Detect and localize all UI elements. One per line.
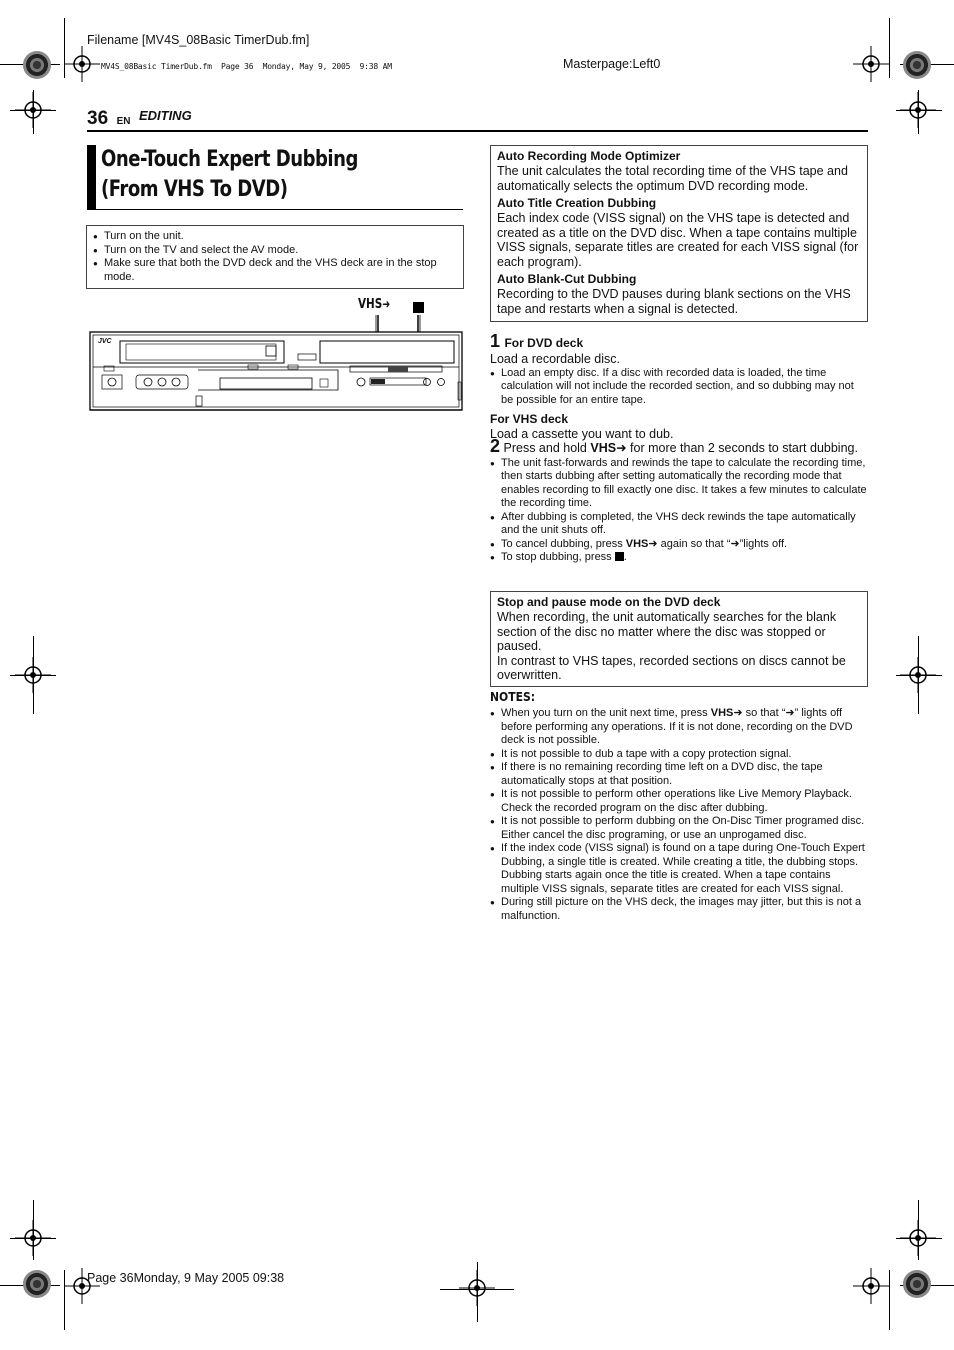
preparation-box [86,225,464,289]
box-text: In contrast to VHS tapes, recorded sections on discs cannot be overwritten. [497,653,846,682]
list-item: ● To cancel dubbing, press VHS➜ again so that “➜”lights off. [490,538,868,552]
vhs-deck-text: Load a cassette you want to dub. [490,427,674,441]
list-item: ● It is not possible to perform other operations like Live Memory Playback. Check the recorded program on the disc after dubbing. [490,788,868,815]
dvd-vhs-recorder-illustration [88,312,465,414]
preparation-list [93,230,457,284]
notes-section [490,690,868,923]
color-target-icon [23,1270,51,1298]
list-item: ● When you turn on the unit next time, press VHS➜ so that “➜” lights off before performing any operations. If it is not done, recording on the DVD deck is not possible. [490,707,868,748]
notes-list [490,707,868,923]
stop-pause-box [490,591,868,687]
feature-text: Recording to the DVD pauses during blank sections on the VHS tape and restarts when a signal is detected. [497,287,851,316]
title-line-2: (From VHS To DVD) [101,177,288,202]
feature-text: Each index code (VISS signal) on the VHS tape is detected and created as a title on the DVD disc. When a tape contains multiple VISS signals, separate titles are created for each VISS signal (for each program). [497,211,859,269]
feature-text: The unit calculates the total recording time of the VHS tape and automatically selects the optimum DVD recording mode. [497,164,848,193]
title-line-1: One-Touch Expert Dubbing [101,147,358,172]
list-item: ● If there is no remaining recording time left on a DVD disc, the tape automatically stops at that position. [490,761,868,788]
box-heading: Stop and pause mode on the DVD deck [497,595,721,609]
step-number: 2 [490,436,501,456]
page-number: 36 [87,108,109,129]
dvd-deck-notes [490,367,868,408]
filename-label: Filename [MV4S_08Basic TimerDub.fm] [87,33,310,47]
list-item: ● After dubbing is completed, the VHS deck rewinds the tape automatically and the unit shuts off. [490,511,868,538]
dvd-deck-text: Load a recordable disc. [490,352,620,366]
language-code: EN [116,116,131,127]
header-rule [87,130,868,132]
step-1 [490,331,868,442]
dubbing-arrow-icon: ➜ [730,537,740,550]
dubbing-arrow-icon: ➜ [785,707,795,719]
step-2-notes [490,457,868,565]
vhs-button-label: VHS➜ [358,297,391,312]
dubbing-arrow-icon: ➜ [648,537,658,550]
list-item: ● The unit fast-forwards and rewinds the tape to calculate the recording time, then starts dubbing after setting automatically the recording mode that enables recording to fill exactly one disc. It takes a few minutes to calculate the recording time. [490,457,868,511]
step-2 [490,436,868,565]
feature-heading: Auto Recording Mode Optimizer [497,149,681,163]
registration-mark-icon [900,92,936,128]
registration-mark-icon [15,657,51,693]
list-item: ● It is not possible to perform dubbing on the On-Disc Timer programed disc. Either cancel the disc programing, or use an unprogamed disc. [490,815,868,842]
registration-mark-icon [64,46,100,82]
list-item: ● During still picture on the VHS deck, the images may jitter, but this is not a malfunction. [490,896,868,923]
list-item: ● It is not possible to dub a tape with a copy protection signal. [490,748,868,762]
feature-heading: Auto Title Creation Dubbing [497,196,657,210]
box-text: When recording, the unit automatically searches for the blank section of the disc no matter where the disc was stopped or paused. [497,610,837,653]
dubbing-arrow-icon: ➜ [616,441,627,455]
title-rule [87,209,463,210]
registration-mark-icon [900,657,936,693]
list-item: ● Make sure that both the DVD deck and the VHS deck are in the stop mode. [93,257,457,284]
page-title [101,145,358,205]
section-label: EDITING [138,108,192,123]
list-item: ● Load an empty disc. If a disc with recorded data is loaded, the time calculation will not include the recorded section, and so dubbing may not be possible for an entire tape. [490,367,868,408]
color-target-icon [903,1270,931,1298]
print-stamp: MV4S_08Basic TimerDub.fm Page 36 Monday, May 9, 2005 9:38 AM [101,62,392,71]
dubbing-arrow-icon: ➜ [382,297,391,311]
registration-mark-icon [15,92,51,128]
title-bar [87,145,96,210]
stop-icon [615,552,624,561]
feature-heading: Auto Blank-Cut Dubbing [497,272,637,286]
step-text: for more than 2 seconds to start dubbing. [630,441,858,455]
page-header [87,108,868,130]
masterpage-label: Masterpage:Left0 [563,57,661,71]
registration-mark-icon [15,1220,51,1256]
list-item: ● To stop dubbing, press . [490,551,868,565]
step-number: 1 [490,331,501,351]
vhs-deck-heading: For VHS deck [490,412,569,426]
brand-logo: JVC [98,338,112,345]
registration-mark-icon [853,46,889,82]
list-item: ● If the index code (VISS signal) is found on a tape during One-Touch Expert Dubbing, a single title is created. While creating a title, the dubbing stops. Dubbing starts again once the title is created. When a tape contains multiple VISS signals, separate titles are created for each VISS signal. [490,842,868,896]
footer-stamp: Page 36Monday, 9 May 2005 09:38 [87,1271,285,1285]
registration-mark-icon [900,1220,936,1256]
registration-mark-icon [459,1270,495,1306]
color-target-icon [23,51,51,79]
list-item: ● Turn on the unit. [93,230,457,244]
color-target-icon [903,51,931,79]
step-text: Press and hold [503,441,587,455]
dvd-deck-heading: For DVD deck [504,336,584,350]
dubbing-arrow-icon: ➜ [733,707,743,719]
vhs-key-label: VHS [590,441,617,455]
list-item: ● Turn on the TV and select the AV mode. [93,244,457,258]
notes-heading: NOTES: [490,690,536,704]
registration-mark-icon [853,1268,889,1304]
features-box [490,145,868,322]
